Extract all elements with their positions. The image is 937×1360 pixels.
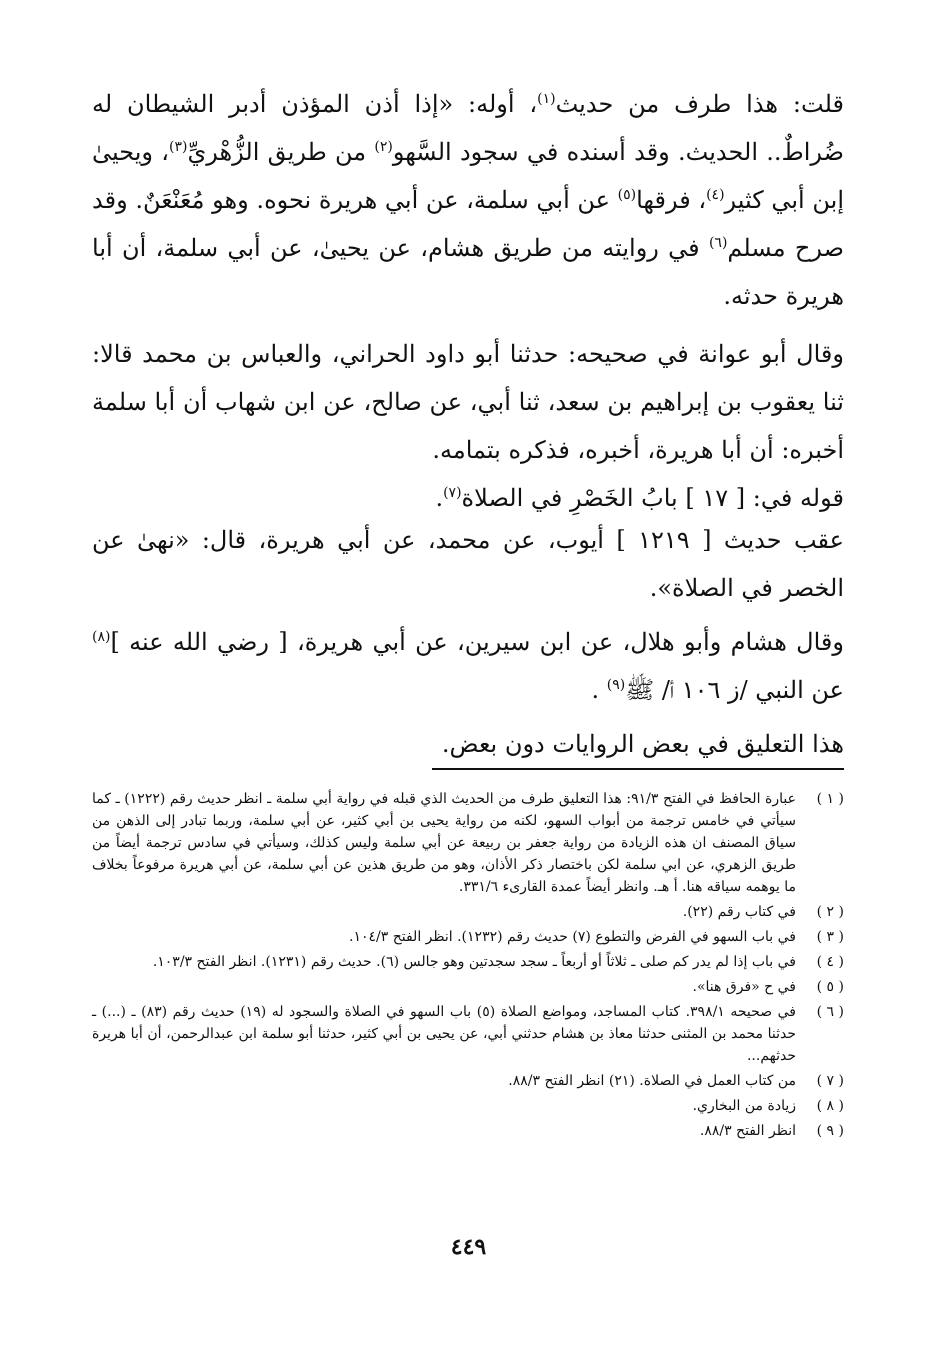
- footnote-number: ( ٣ ): [816, 929, 844, 945]
- footnote: [92, 1120, 844, 1142]
- paragraph-note: [92, 720, 844, 768]
- footnote-divider: [432, 768, 844, 770]
- footnote-ref-7: (٧): [443, 485, 462, 501]
- footnote-ref-9: (٩): [606, 677, 626, 693]
- footnote-number: ( ٧ ): [816, 1073, 844, 1089]
- footnote: [92, 926, 844, 948]
- text: من طريق الزُّهْريِّ: [187, 138, 375, 166]
- footnote-text: انظر الفتح ٨٨/٣.: [699, 1123, 796, 1139]
- text: وقال أبو عوانة في صحيحه: حدثنا أبو داود الحراني، والعباس بن محمد قالا: ثنا يعقوب بن إبراهيم بن سعد، ثنا أبي، عن صالح، عن ابن شهاب أن أبا سلمة أخبره: أن أبا هريرة، أخبره، فذكره بتمامه.: [92, 340, 844, 464]
- text: .: [435, 484, 444, 512]
- footnote: [92, 901, 844, 923]
- footnote-ref-5: (٥): [617, 187, 637, 203]
- footnote: [92, 788, 844, 898]
- text: وقال هشام وأبو هلال، عن ابن سيرين، عن أبي هريرة، [ رضي الله عنه ]: [110, 628, 844, 656]
- footnotes: [92, 788, 844, 1145]
- footnote-ref-1: (١): [537, 91, 556, 107]
- footnote-number: ( ٨ ): [816, 1098, 844, 1114]
- footnote-ref-4: (٤): [706, 187, 725, 203]
- footnote: [92, 1001, 844, 1067]
- text: في روايته من طريق هشام، عن يحيىٰ، عن أبي سلمة، أن أبا هريرة حدثه.: [92, 234, 844, 310]
- footnote: [92, 976, 844, 998]
- footnote-text: في باب إذا لم يدر كم صلى ـ ثلاثاً أو أربعاً ـ سجد سجدتين وهو جالس (٦). حديث رقم (١٢٣١). انظر الفتح ١٠٣/٣.: [152, 954, 796, 970]
- footnote-text: في كتاب رقم (٢٢).: [682, 904, 796, 920]
- footnote: [92, 951, 844, 973]
- text: ، فرقها: [636, 186, 707, 214]
- text: قوله في: [ ١٧ ] بابُ الخَصْرِ في الصلاة: [461, 484, 844, 512]
- text: ، أوله: «إذا أذن المؤذن أدبر الشيطان له ضُراطٌ.. الحديث. وقد أسنده في سجود السَّهو: [92, 90, 844, 166]
- footnote-number: ( ٩ ): [816, 1123, 844, 1139]
- page-number: ٤٤٩: [450, 1234, 487, 1260]
- footnote-ref-8: (٨): [92, 629, 111, 645]
- footnote-ref-2: (٢): [374, 139, 393, 155]
- chapter-heading: [92, 474, 844, 522]
- paragraph-hisham: [92, 618, 844, 714]
- text: عن النبي /ز ١٠٦ أ/ ﷺ: [625, 676, 844, 704]
- footnote-number: ( ٦ ): [816, 1004, 844, 1020]
- footnote-number: ( ٢ ): [816, 904, 844, 920]
- text: .: [591, 676, 607, 704]
- text: هذا التعليق في بعض الروايات دون بعض.: [441, 730, 844, 758]
- footnote-number: ( ١ ): [816, 791, 844, 807]
- footnote-text: في ح «فرق هنا».: [692, 979, 796, 995]
- text: عقب حديث [ ١٢١٩ ] أيوب، عن محمد، عن أبي هريرة، قال: «نهىٰ عن الخصر في الصلاة».: [92, 526, 844, 602]
- text: ، ويحيىٰ إبن أبي كثير: [92, 138, 844, 214]
- text: قلت: هذا طرف من حديث: [555, 90, 844, 118]
- footnote-text: في باب السهو في الفرض والتطوع (٧) حديث رقم (١٢٣٢). انظر الفتح ١٠٤/٣.: [349, 929, 796, 945]
- footnote-number: ( ٤ ): [816, 954, 844, 970]
- footnote-ref-3: (٣): [169, 139, 188, 155]
- footnote-text: في صحيحه ٣٩٨/١. كتاب المساجد، ومواضع الصلاة (٥) باب السهو في الصلاة والسجود له (١٩) حديث رقم (٨٣) ـ (...) ـ حدثنا محمد بن المثنى حدثنا معاذ بن هشام حدثني أبي، عن يحيى بن أبي كثير، حدثنا أبو سلمة ابن عبدالرحمن، أن أبا هريرة حدثهم...: [92, 1004, 796, 1064]
- footnote-text: من كتاب العمل في الصلاة. (٢١) انظر الفتح ٨٨/٣.: [508, 1073, 796, 1089]
- footnote-ref-6: (٦): [708, 235, 728, 251]
- footnote-text: عبارة الحافظ في الفتح ٩١/٣: هذا التعليق طرف من الحديث الذي قبله في رواية أبي سلمة ـ انظر حديث رقم (١٢٢٢) ـ كما سيأتي في خامس ترجمة من أبواب السهو، لكنه من رواية يحيى بن أبي كثير، عن أبي سلمة، وربما تبادر إلى الذهن من سياق المصنف ان هذه الزيادة من رواية جعفر بن ربيعة عن أبي سلمة وليس كذلك، وسيأتي في سادس ترجمة أيضاً من طريق الزهري، عن ابي سلمة لكن باختصار ذكر الأذان، وهو من طريق هذين عن أبي سلمة، عن أبي هريرة مرفوعاً بخلاف ما يوهمه سياقه هنا. أ هـ. وانظر أيضاً عمدة القارىء ٣٣١/٦.: [92, 791, 796, 895]
- paragraph-commentary-1: [92, 80, 844, 320]
- text: عن أبي سلمة، عن أبي هريرة نحوه. وهو مُعَنْعَنٌ. وقد صرح مسلم: [92, 186, 844, 262]
- footnote-number: ( ٥ ): [816, 979, 844, 995]
- paragraph-hadith-1219: [92, 516, 844, 612]
- footnote: [92, 1095, 844, 1117]
- paragraph-abu-awana: [92, 330, 844, 474]
- footnote-text: زيادة من البخاري.: [692, 1098, 796, 1114]
- footnote: [92, 1070, 844, 1092]
